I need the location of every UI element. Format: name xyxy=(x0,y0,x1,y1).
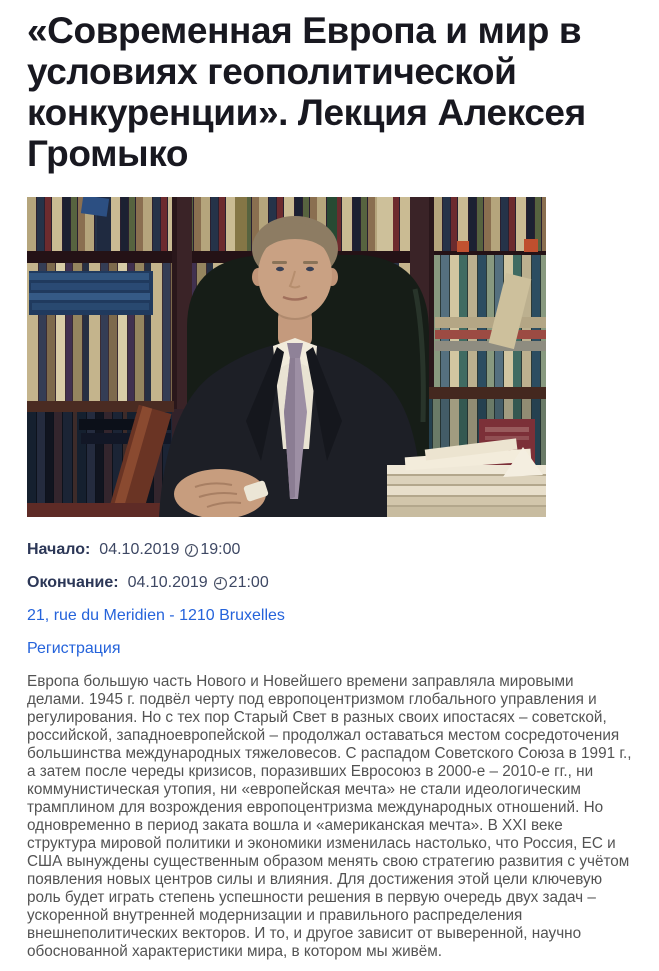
portrait-photo-image xyxy=(27,197,546,517)
start-date: 04.10.2019 xyxy=(99,541,180,558)
start-label: Начало: xyxy=(27,541,91,558)
clock-icon xyxy=(213,576,228,591)
lecture-photo xyxy=(27,197,546,517)
registration-row xyxy=(27,640,641,658)
clock-icon xyxy=(184,543,199,558)
start-time: 19:00 xyxy=(200,541,241,558)
event-end-row xyxy=(27,574,641,592)
address-link[interactable]: 21, rue du Meridien - 1210 Bruxelles xyxy=(27,607,285,624)
page-title: «Современная Европа и мир в условиях геополитической конкуренции». Лекция Алексея Громыко xyxy=(27,10,586,174)
end-label: Окончание: xyxy=(27,574,119,591)
article-body: Европа большую часть Нового и Новейшего времени заправляла мировыми делами. 1945 г. подвёл черту под европоцентризмом глобального управления и регулирования. Но с тех пор Старый Свет в разных своих ипостасях – советской, российской, западноевропейской – продолжал оставаться местом сосредоточения большинства международных тяжеловесов. С распадом Советского Союза в 1991 г., а затем после череды кризисов, поразивших Евросоюз в 2000-е – 2010-е гг., ни коммунистическая утопия, ни «европейская мечта» не стали идеологическим трамплином для возрождения европоцентризма международных отношений. Но одновременно в период заката вошла и «американская мечта». В XXI веке структура мировой политики и экономики изменилась настолько, что Россия, ЕС и США вынуждены существенным образом менять свою стратегию развития с учётом появления новых центров силы и влияния. Для достижения этой цели ключевую роль будет играть степень успешности решения в первую очередь двух задач – ускоренной внутренней модернизации и правильного распределения внешнеполитических векторов. И то, и другое зависит от выверенной, научно обоснованной характеристики мира, в котором мы живём. xyxy=(27,673,632,960)
end-date: 04.10.2019 xyxy=(127,574,208,591)
registration-link[interactable]: Регистрация xyxy=(27,640,121,657)
event-start-row xyxy=(27,541,641,559)
event-meta xyxy=(27,541,641,658)
address-row xyxy=(27,607,641,625)
end-time: 21:00 xyxy=(228,574,269,591)
